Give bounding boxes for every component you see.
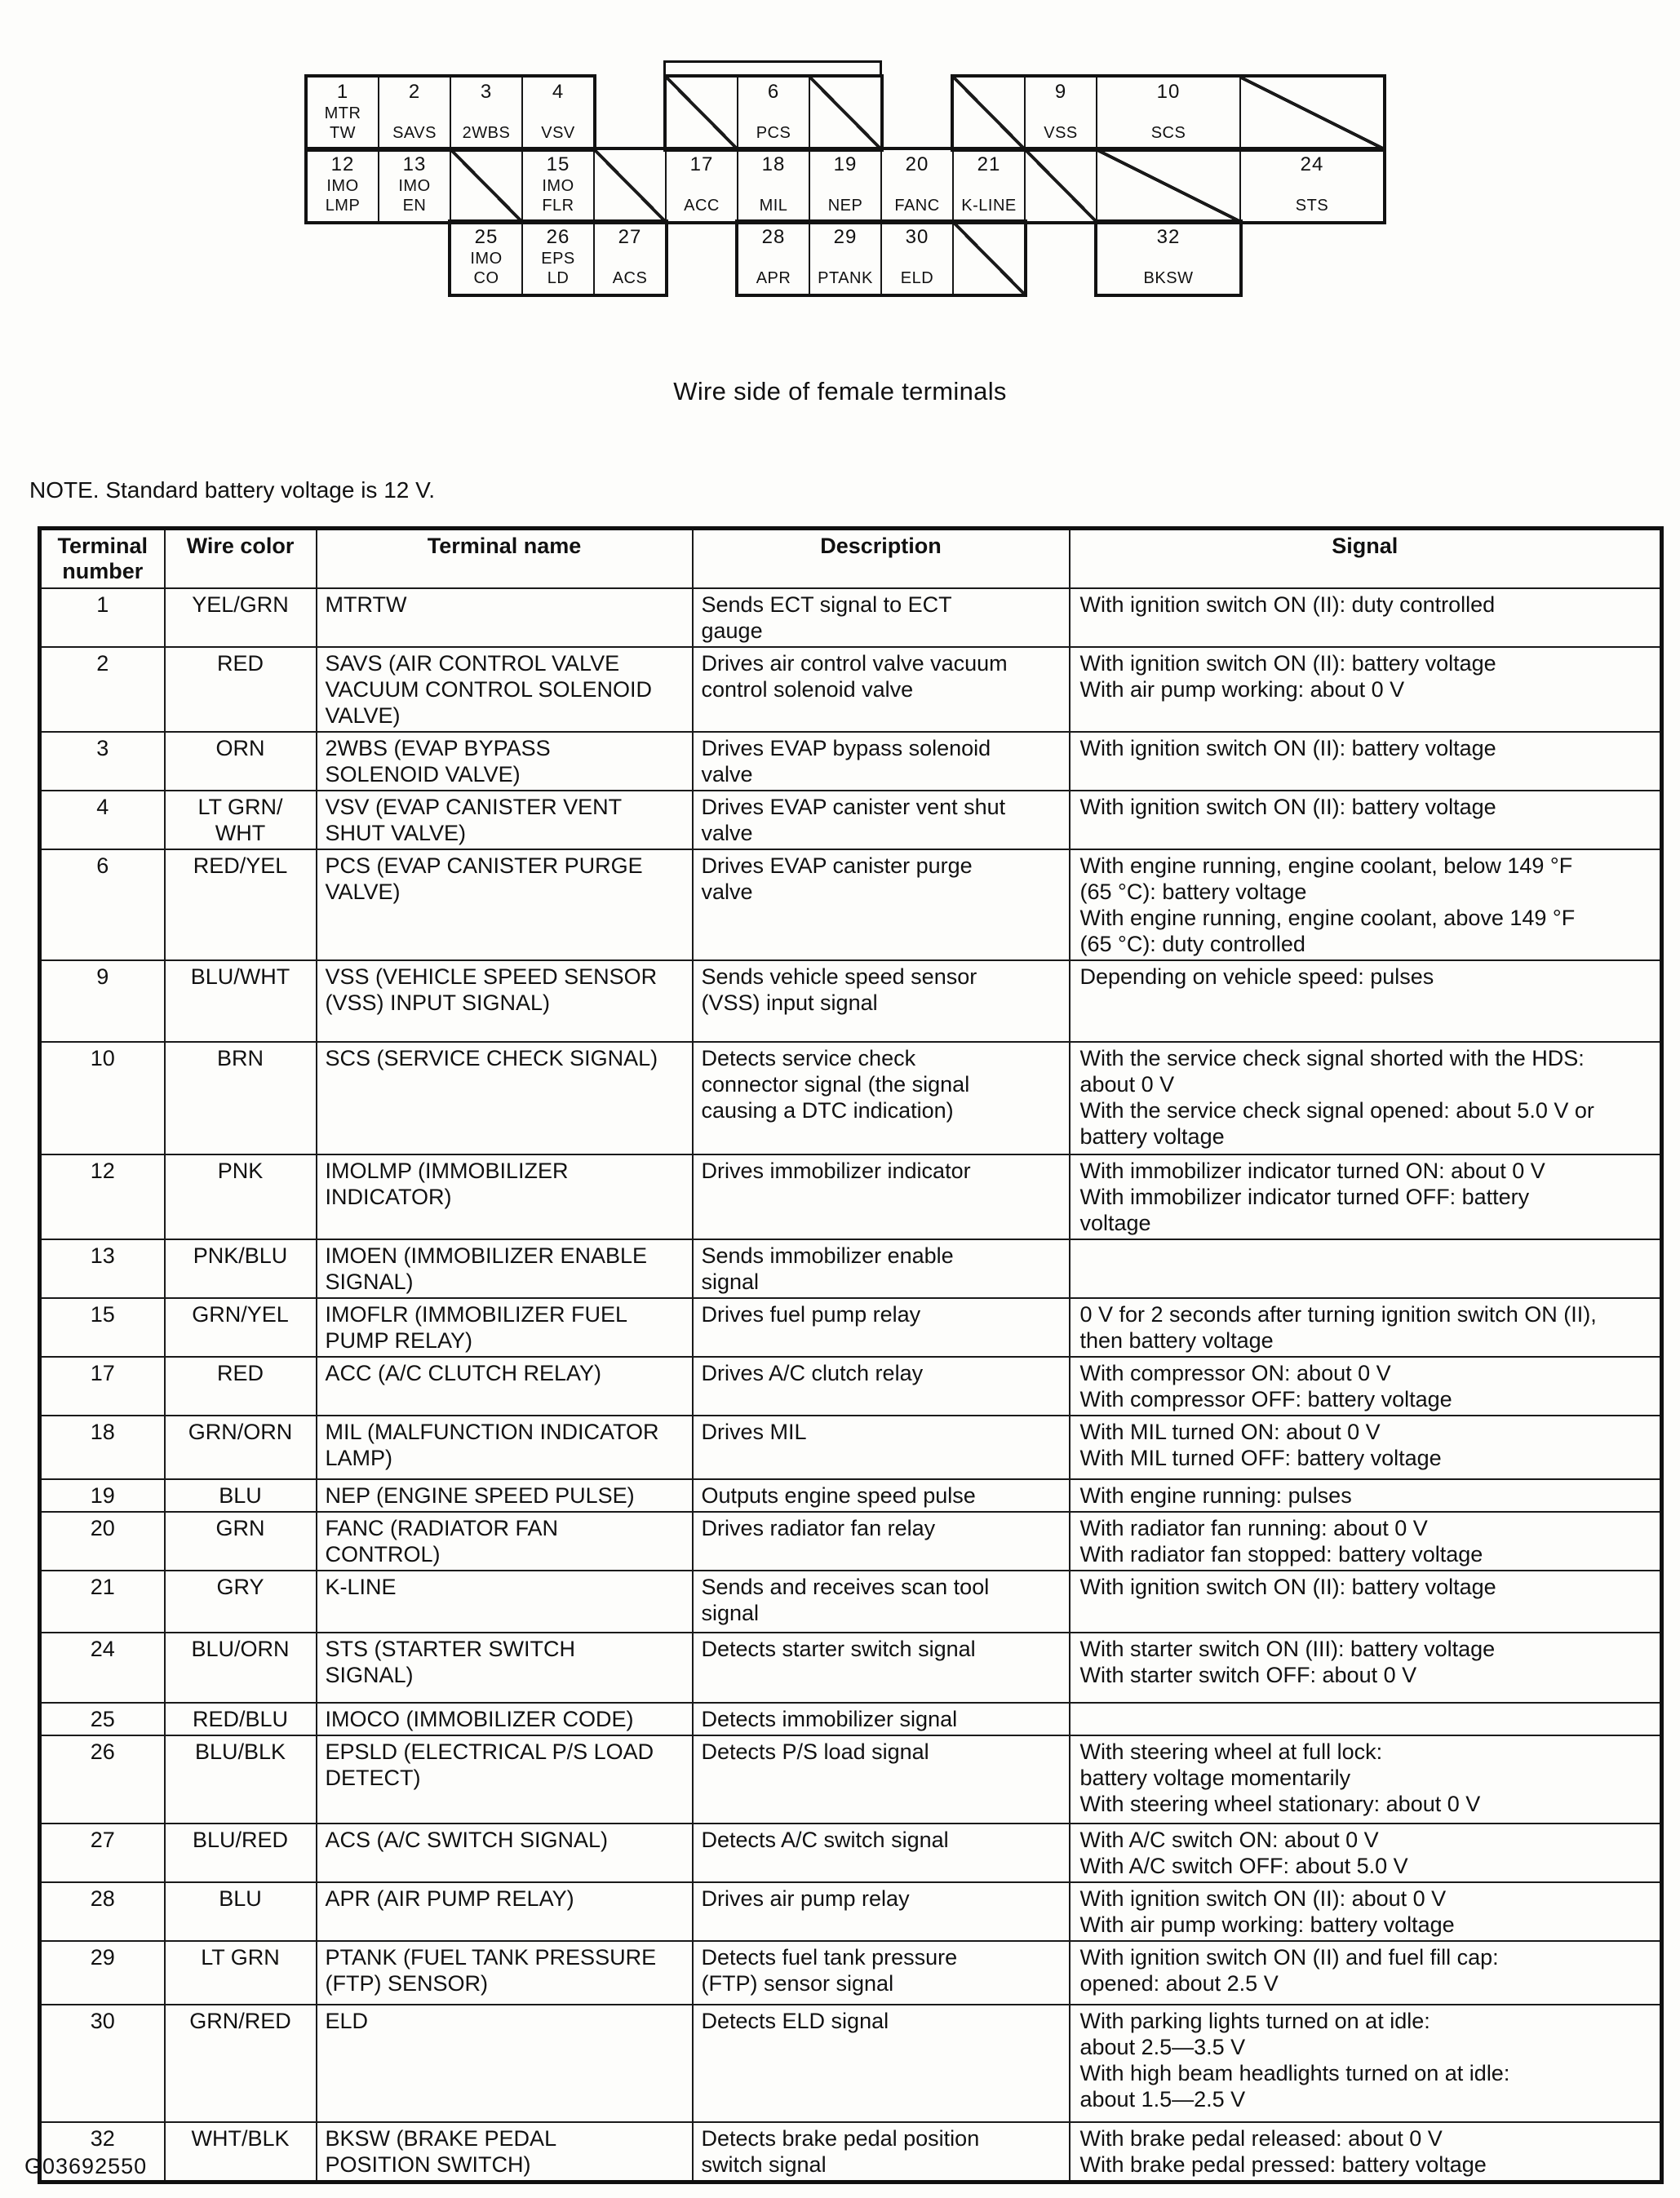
signal-cell: With ignition switch ON (II) and fuel fill cap: opened: about 2.5 V [1070,1941,1662,2005]
terminal-number-cell: 21 [40,1571,165,1633]
signal-cell: With engine running, engine coolant, below 149 °F (65 °C): battery voltage With engine running, engine coolant, above 149 °F (65 °C): duty controlled [1070,849,1662,960]
connector-unused-cell [1096,148,1241,223]
signal-cell: With ignition switch ON (II): battery voltage [1070,732,1662,791]
terminal-row-25 [40,1703,1662,1735]
connector-pin-6 [737,76,810,150]
terminal-name-cell: VSS (VEHICLE SPEED SENSOR (VSS) INPUT SIGNAL) [317,960,693,1042]
terminal-name-cell: VSV (EVAP CANISTER VENT SHUT VALVE) [317,791,693,849]
pin-label: 2WBS [462,124,511,142]
pin-number: 10 [1156,81,1181,103]
terminal-row-21 [40,1571,1662,1633]
wire-color-cell: GRN/RED [165,2005,317,2122]
terminal-name-cell: MTRTW [317,588,693,647]
connector-pin-26 [521,221,595,295]
terminal-number-cell: 29 [40,1941,165,2005]
connector-pin-30 [880,221,954,295]
terminal-row-17 [40,1357,1662,1416]
wire-color-cell: GRN/ORN [165,1416,317,1479]
connector-pin-28 [737,221,810,295]
wire-color-cell: GRN/YEL [165,1298,317,1357]
terminal-row-13 [40,1239,1662,1298]
connector-pin-19 [809,148,882,223]
terminal-name-cell: STS (STARTER SWITCH SIGNAL) [317,1633,693,1703]
pin-label: MIL [759,197,788,215]
pin-label: ACS [612,269,648,287]
signal-cell [1070,1703,1662,1735]
wire-color-cell: BRN [165,1042,317,1154]
terminal-row-4 [40,791,1662,849]
description-cell: Outputs engine speed pulse [693,1479,1070,1512]
terminal-number-cell: 30 [40,2005,165,2122]
signal-cell: With engine running: pulses [1070,1479,1662,1512]
connector-pin-25 [450,221,523,295]
terminal-name-cell: PTANK (FUEL TANK PRESSURE (FTP) SENSOR) [317,1941,693,2005]
terminal-name-cell: 2WBS (EVAP BYPASS SOLENOID VALVE) [317,732,693,791]
terminal-name-cell: SAVS (AIR CONTROL VALVE VACUUM CONTROL SOLENOID VALVE) [317,647,693,732]
description-cell: Detects P/S load signal [693,1735,1070,1824]
pin-number: 18 [761,153,786,175]
connector-unused-cell [1024,148,1097,223]
description-cell: Drives EVAP canister vent shut valve [693,791,1070,849]
pin-label: PCS [756,124,791,142]
terminal-row-26 [40,1735,1662,1824]
col-header-signal: Signal [1070,529,1662,589]
connector-pin-3 [450,76,523,150]
connector-unused-cell [593,148,667,223]
pin-label: VSV [541,124,575,142]
terminal-row-2 [40,647,1662,732]
connector-pin-1 [306,76,379,150]
description-cell: Detects A/C switch signal [693,1824,1070,1882]
wire-color-cell: RED [165,647,317,732]
terminal-row-20 [40,1512,1662,1571]
pin-number: 24 [1300,153,1324,175]
pin-label: ELD [900,269,934,287]
description-cell: Detects immobilizer signal [693,1703,1070,1735]
signal-cell: With ignition switch ON (II): battery voltage [1070,791,1662,849]
pin-number: 19 [833,153,858,175]
pin-number: 13 [402,153,427,175]
terminal-number-cell: 4 [40,791,165,849]
description-cell: Drives EVAP bypass solenoid valve [693,732,1070,791]
connector-unused-cell [1239,76,1385,150]
pin-number: 20 [905,153,929,175]
signal-cell: With ignition switch ON (II): duty controlled [1070,588,1662,647]
signal-cell: With the service check signal shorted with the HDS: about 0 V With the service check signal opened: about 5.0 V or battery voltage [1070,1042,1662,1154]
signal-cell [1070,1239,1662,1298]
pin-label: IMO FLR [542,177,574,215]
terminal-name-cell: EPSLD (ELECTRICAL P/S LOAD DETECT) [317,1735,693,1824]
connector-unused-cell [665,76,738,150]
col-header-terminal-name: Terminal name [317,529,693,589]
terminal-row-12 [40,1154,1662,1239]
pin-label: IMO CO [470,250,503,287]
connector-pin-18 [737,148,810,223]
description-cell: Drives fuel pump relay [693,1298,1070,1357]
wire-color-cell: BLU/WHT [165,960,317,1042]
signal-cell: With compressor ON: about 0 V With compressor OFF: battery voltage [1070,1357,1662,1416]
pin-label: FANC [894,197,940,215]
terminal-number-cell: 13 [40,1239,165,1298]
description-cell: Sends ECT signal to ECT gauge [693,588,1070,647]
wire-color-cell: BLU/BLK [165,1735,317,1824]
pin-label: PTANK [818,269,873,287]
signal-cell: With ignition switch ON (II): battery voltage With air pump working: about 0 V [1070,647,1662,732]
description-cell: Drives MIL [693,1416,1070,1479]
connector-pin-12 [306,148,379,223]
connector-pin-4 [521,76,595,150]
pin-number: 15 [546,153,570,175]
pin-label: SAVS [392,124,437,142]
pin-label: SCS [1150,124,1186,142]
pin-label: STS [1295,197,1329,215]
terminal-number-cell: 25 [40,1703,165,1735]
pin-number: 29 [833,226,858,248]
pin-number: 27 [618,226,642,248]
description-cell: Drives immobilizer indicator [693,1154,1070,1239]
terminal-row-29 [40,1941,1662,2005]
description-cell: Drives EVAP canister purge valve [693,849,1070,960]
connector-pin-29 [809,221,882,295]
terminal-row-10 [40,1042,1662,1154]
wire-color-cell: BLU [165,1882,317,1941]
description-cell: Drives radiator fan relay [693,1512,1070,1571]
connector-pin-10 [1096,76,1241,150]
signal-cell: 0 V for 2 seconds after turning ignition switch ON (II), then battery voltage [1070,1298,1662,1357]
terminal-number-cell: 10 [40,1042,165,1154]
terminal-number-cell: 28 [40,1882,165,1941]
terminal-number-cell: 3 [40,732,165,791]
pin-number: 17 [689,153,714,175]
pin-number: 21 [977,153,1001,175]
terminal-row-6 [40,849,1662,960]
terminal-number-cell: 24 [40,1633,165,1703]
pin-number: 30 [905,226,929,248]
connector-pin-20 [880,148,954,223]
table-header-row [40,529,1662,589]
pin-number: 2 [408,81,421,103]
signal-cell: With radiator fan running: about 0 V With radiator fan stopped: battery voltage [1070,1512,1662,1571]
signal-cell: With MIL turned ON: about 0 V With MIL turned OFF: battery voltage [1070,1416,1662,1479]
connector-pin-13 [378,148,451,223]
description-cell: Drives air pump relay [693,1882,1070,1941]
connector-unused-cell [952,221,1026,295]
terminal-name-cell: APR (AIR PUMP RELAY) [317,1882,693,1941]
connector-pin-32 [1096,221,1241,295]
connector-pinout-diagram [306,60,1387,302]
pin-number: 28 [761,226,786,248]
terminal-number-cell: 2 [40,647,165,732]
terminal-number-cell: 9 [40,960,165,1042]
terminal-number-cell: 32 [40,2122,165,2182]
description-cell: Drives air control valve vacuum control solenoid valve [693,647,1070,732]
description-cell: Detects ELD signal [693,2005,1070,2122]
terminal-row-19 [40,1479,1662,1512]
wire-color-cell: LT GRN/ WHT [165,791,317,849]
terminal-name-cell: FANC (RADIATOR FAN CONTROL) [317,1512,693,1571]
terminal-number-cell: 26 [40,1735,165,1824]
terminal-row-18 [40,1416,1662,1479]
terminal-row-1 [40,588,1662,647]
terminal-number-cell: 20 [40,1512,165,1571]
terminal-row-3 [40,732,1662,791]
connector-pin-15 [521,148,595,223]
pin-number: 25 [474,226,499,248]
pin-number: 4 [552,81,565,103]
terminal-row-27 [40,1824,1662,1882]
signal-cell: With parking lights turned on at idle: about 2.5—3.5 V With high beam headlights turned on at idle: about 1.5—2.5 V [1070,2005,1662,2122]
signal-cell: With steering wheel at full lock: battery voltage momentarily With steering wheel stationary: about 0 V [1070,1735,1662,1824]
description-cell: Detects fuel tank pressure (FTP) sensor signal [693,1941,1070,2005]
terminal-name-cell: ELD [317,2005,693,2122]
connector-unused-cell [450,148,523,223]
wire-color-cell: GRY [165,1571,317,1633]
terminal-number-cell: 15 [40,1298,165,1357]
description-cell: Detects service check connector signal (the signal causing a DTC indication) [693,1042,1070,1154]
terminal-row-30 [40,2005,1662,2122]
connector-pin-21 [952,148,1026,223]
terminal-number-cell: 27 [40,1824,165,1882]
terminal-name-cell: ACS (A/C SWITCH SIGNAL) [317,1824,693,1882]
col-header-description: Description [693,529,1070,589]
connector-pin-2 [378,76,451,150]
terminal-row-24 [40,1633,1662,1703]
description-cell: Detects starter switch signal [693,1633,1070,1703]
pin-label: BKSW [1143,269,1194,287]
pin-label: VSS [1044,124,1078,142]
pin-number: 26 [546,226,570,248]
signal-cell: With starter switch ON (III): battery voltage With starter switch OFF: about 0 V [1070,1633,1662,1703]
connector-unused-cell [809,76,882,150]
pin-label: ACC [684,197,720,215]
description-cell: Drives A/C clutch relay [693,1357,1070,1416]
wire-color-cell: BLU/ORN [165,1633,317,1703]
pin-number: 3 [480,81,493,103]
figure-code: G03692550 [24,2154,148,2178]
pin-label: NEP [827,197,863,215]
wire-color-cell: WHT/BLK [165,2122,317,2182]
signal-cell: With immobilizer indicator turned ON: about 0 V With immobilizer indicator turned OFF: battery voltage [1070,1154,1662,1239]
terminal-row-15 [40,1298,1662,1357]
terminal-name-cell: IMOCO (IMMOBILIZER CODE) [317,1703,693,1735]
terminal-name-cell: IMOEN (IMMOBILIZER ENABLE SIGNAL) [317,1239,693,1298]
description-cell: Sends immobilizer enable signal [693,1239,1070,1298]
signal-cell: With ignition switch ON (II): about 0 V With air pump working: battery voltage [1070,1882,1662,1941]
wire-color-cell: PNK [165,1154,317,1239]
terminal-name-cell: PCS (EVAP CANISTER PURGE VALVE) [317,849,693,960]
connector-pin-24 [1239,148,1385,223]
pin-number: 32 [1156,226,1181,248]
col-header-wire-color: Wire color [165,529,317,589]
terminal-number-cell: 6 [40,849,165,960]
pin-label: IMO EN [398,177,431,215]
terminal-name-cell: IMOLMP (IMMOBILIZER INDICATOR) [317,1154,693,1239]
terminal-number-cell: 18 [40,1416,165,1479]
terminal-table [38,526,1664,2184]
terminal-row-9 [40,960,1662,1042]
wire-color-cell: BLU [165,1479,317,1512]
wire-color-cell: RED [165,1357,317,1416]
wire-color-cell: ORN [165,732,317,791]
wire-color-cell: BLU/RED [165,1824,317,1882]
description-cell: Detects brake pedal position switch signal [693,2122,1070,2182]
wire-color-cell: LT GRN [165,1941,317,2005]
pin-label: EPS LD [541,250,575,287]
terminal-number-cell: 17 [40,1357,165,1416]
pin-number: 9 [1054,81,1067,103]
signal-cell: With ignition switch ON (II): battery voltage [1070,1571,1662,1633]
pin-number: 6 [767,81,780,103]
note-text: NOTE. Standard battery voltage is 12 V. [29,477,436,503]
diagram-caption: Wire side of female terminals [673,377,1007,405]
terminal-name-cell: MIL (MALFUNCTION INDICATOR LAMP) [317,1416,693,1479]
terminal-name-cell: K-LINE [317,1571,693,1633]
terminal-name-cell: NEP (ENGINE SPEED PULSE) [317,1479,693,1512]
terminal-row-32 [40,2122,1662,2182]
wire-color-cell: YEL/GRN [165,588,317,647]
signal-cell: With A/C switch ON: about 0 V With A/C switch OFF: about 5.0 V [1070,1824,1662,1882]
connector-pin-17 [665,148,738,223]
terminal-number-cell: 12 [40,1154,165,1239]
terminal-name-cell: SCS (SERVICE CHECK SIGNAL) [317,1042,693,1154]
signal-cell: Depending on vehicle speed: pulses [1070,960,1662,1042]
wire-color-cell: PNK/BLU [165,1239,317,1298]
wire-color-cell: RED/YEL [165,849,317,960]
wire-color-cell: RED/BLU [165,1703,317,1735]
col-header-terminal-number: Terminal number [40,529,165,589]
wire-color-cell: GRN [165,1512,317,1571]
description-cell: Sends vehicle speed sensor (VSS) input signal [693,960,1070,1042]
terminal-row-28 [40,1882,1662,1941]
terminal-name-cell: ACC (A/C CLUTCH RELAY) [317,1357,693,1416]
connector-pin-9 [1024,76,1097,150]
terminal-name-cell: BKSW (BRAKE PEDAL POSITION SWITCH) [317,2122,693,2182]
pin-number: 1 [336,81,349,103]
pin-number: 12 [330,153,355,175]
pin-label: MTR TW [324,104,361,142]
terminal-name-cell: IMOFLR (IMMOBILIZER FUEL PUMP RELAY) [317,1298,693,1357]
terminal-number-cell: 19 [40,1479,165,1512]
signal-cell: With brake pedal released: about 0 V With brake pedal pressed: battery voltage [1070,2122,1662,2182]
connector-unused-cell [952,76,1026,150]
terminal-number-cell: 1 [40,588,165,647]
pin-label: K-LINE [961,197,1017,215]
pin-label: IMO LMP [325,177,361,215]
connector-pin-27 [593,221,667,295]
description-cell: Sends and receives scan tool signal [693,1571,1070,1633]
pin-label: APR [756,269,791,287]
